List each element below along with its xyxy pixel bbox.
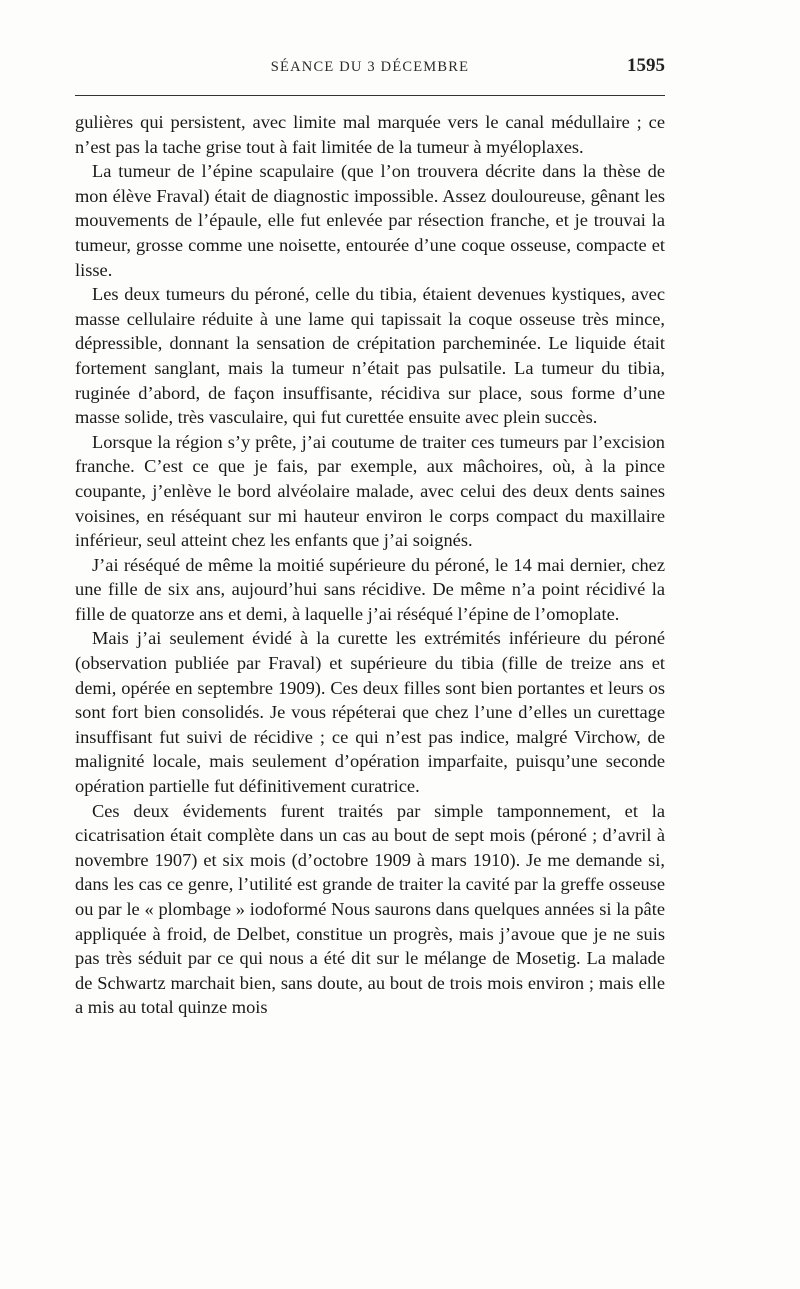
running-head <box>75 55 665 85</box>
paragraph: Ces deux évidements furent traités par simple tamponnement, et la cicatrisation était complète dans un cas au bout de sept mois (péroné ; d’avril à novembre 1907) et six mois (d’octobre 1909 à mars 1910). Je me demande si, dans les cas ce genre, l’utilité est grande de traiter la cavité par la greffe osseuse ou par le « plombage » iodoformé Nous saurons dans quelques années si la pâte appliquée à froid, de Delbet, constitue un progrès, mais j’avoue que je ne suis pas très séduit par ce qui nous a été dit sur le mélange de Mosetig. La malade de Schwartz marchait bien, sans doute, au bout de trois mois environ ; mais elle a mis au total quinze mois <box>75 800 665 1018</box>
paragraph: La tumeur de l’épine scapulaire (que l’on trouvera décrite dans la thèse de mon élève Fraval) était de diagnostic impossible. Assez douloureuse, gênant les mouvements de l’épaule, elle fut enlevée par résection franche, et je trouvai la tumeur, grosse comme une noisette, entourée d’une coque osseuse, compacte et lisse. <box>75 161 665 280</box>
header-rule <box>75 95 665 96</box>
paragraph: J’ai réséqué de même la moitié supérieure du péroné, le 14 mai dernier, chez une fille de six ans, aujourd’hui sans récidive. De même n’a point récidivé la fille de quatorze ans et demi, à laquelle j’ai réséqué l’épine de l’omoplate. <box>75 554 665 624</box>
paragraph: Mais j’ai seulement évidé à la curette les extrémités inférieure du péroné (observation publiée par Fraval) et supérieure du tibia (fille de treize ans et demi, opérée en septembre 1909). Ces deux filles sont bien portantes et leurs os sont fort bien consolidés. Je vous répéterai que chez l’une d’elles un curettage insuffisant fut suivi de récidive ; ce qui n’est pas indice, malgré Virchow, de malignité locale, mais seulement d’opération imparfaite, puisqu’une seconde opération partielle fut définitivement curatrice. <box>75 628 665 797</box>
paragraph: gulières qui persistent, avec limite mal marquée vers le canal médullaire ; ce n’est pas la tache grise tout à fait limitée de la tumeur à myéloplaxes. <box>75 112 665 157</box>
paragraph: Lorsque la région s’y prête, j’ai coutume de traiter ces tumeurs par l’excision franche. C’est ce que je fais, par exemple, aux mâchoires, où, à la pince coupante, j’enlève le bord alvéolaire malade, avec celui des deux dents saines voisines, en réséquant sur mi hauteur environ le corps compact du maxillaire inférieur, seul atteint chez les enfants que j’ai soignés. <box>75 431 665 551</box>
page-number: 1595 <box>627 55 665 76</box>
body-text <box>75 110 665 1020</box>
running-title: SÉANCE DU 3 DÉCEMBRE <box>270 59 470 75</box>
paragraph: Les deux tumeurs du péroné, celle du tibia, étaient devenues kystiques, avec masse cellulaire réduite à une lame qui tapissait la coque osseuse très mince, dépressible, donnant la sensation de crépitation parcheminée. Le liquide était fortement sanglant, mais la tumeur n’était pas pulsatile. La tumeur du tibia, ruginée d’abord, de façon insuffisante, récidiva sur place, sous forme d’une masse solide, très vasculaire, qui fut curettée ensuite avec plein succès. <box>75 284 665 428</box>
